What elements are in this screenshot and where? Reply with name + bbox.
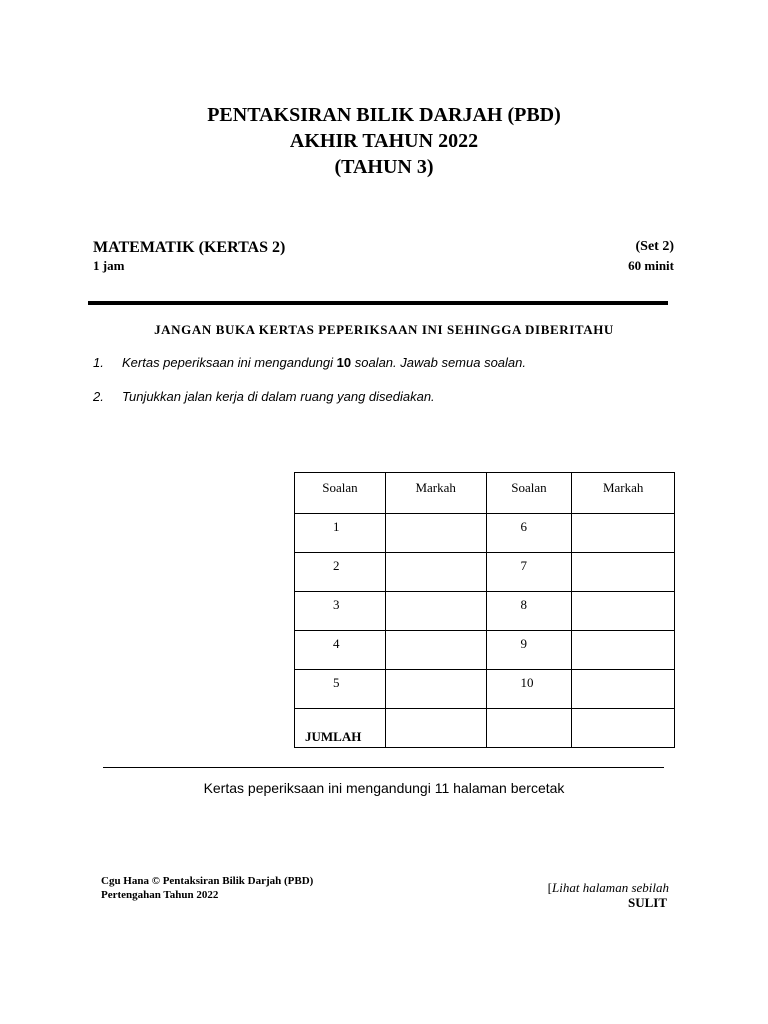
table-row [295, 631, 675, 670]
table-row [295, 514, 675, 553]
instruction-text: soalan. Jawab semua soalan. [351, 355, 526, 370]
mark-cell [385, 592, 486, 631]
mark-cell [572, 514, 675, 553]
exam-warning: JANGAN BUKA KERTAS PEPERIKSAAN INI SEHINGGA DIBERITAHU [154, 322, 614, 337]
next-page-text: Lihat halaman sebilah [551, 880, 669, 895]
subject-title: MATEMATIK (KERTAS 2) [93, 239, 286, 256]
mark-cell [572, 553, 675, 592]
bracket: [ [547, 880, 552, 895]
question-number: 4 [295, 631, 386, 670]
footer-credit-line-1: Cgu Hana © Pentaksiran Bilik Darjah (PBD) [101, 875, 314, 887]
question-number: 10 [486, 670, 572, 709]
mark-cell [385, 553, 486, 592]
question-number: 3 [295, 592, 386, 631]
marks-table [294, 472, 675, 748]
instruction-1 [93, 355, 526, 370]
title-line-1: PENTAKSIRAN BILIK DARJAH (PBD) [207, 104, 561, 126]
set-number: (Set 2) [635, 239, 674, 254]
header-markah: Markah [385, 473, 486, 514]
mark-cell [385, 631, 486, 670]
duration-minutes: 60 minit [628, 258, 674, 273]
classification-label: SULIT [627, 895, 667, 910]
thick-divider [88, 301, 668, 305]
question-number: 7 [486, 553, 572, 592]
footer-credit [101, 874, 313, 902]
mark-cell [572, 670, 675, 709]
total-label: JUMLAH [295, 709, 386, 748]
question-number: 2 [295, 553, 386, 592]
table-row [295, 553, 675, 592]
title-line-2: AKHIR TAHUN 2022 [289, 130, 479, 152]
instruction-number: 2. [93, 389, 104, 404]
question-number: 5 [295, 670, 386, 709]
question-number: 8 [486, 592, 572, 631]
total-row [295, 709, 675, 748]
duration-hours: 1 jam [93, 258, 125, 273]
question-number: 6 [486, 514, 572, 553]
question-count: 10 [336, 355, 352, 370]
instruction-text: Tunjukkan jalan kerja di dalam ruang yang disediakan. [122, 389, 435, 404]
question-number: 1 [295, 514, 386, 553]
instruction-number: 1. [93, 355, 104, 370]
instruction-2 [93, 389, 435, 404]
thin-divider [103, 767, 664, 768]
table-row [295, 592, 675, 631]
footer-credit-line-2: Pertengahan Tahun 2022 [101, 889, 219, 901]
blank-cell [486, 709, 572, 748]
header-soalan: Soalan [295, 473, 386, 514]
title-line-3: (TAHUN 3) [334, 156, 434, 178]
total-mark-cell [385, 709, 486, 748]
table-row [295, 670, 675, 709]
mark-cell [385, 670, 486, 709]
next-page-note [548, 880, 669, 896]
question-number: 9 [486, 631, 572, 670]
table-header-row [295, 473, 675, 514]
header-markah: Markah [572, 473, 675, 514]
mark-cell [385, 514, 486, 553]
mark-cell [572, 631, 675, 670]
header-soalan: Soalan [486, 473, 572, 514]
instruction-text: Kertas peperiksaan ini mengandungi [122, 355, 337, 370]
mark-cell [572, 592, 675, 631]
page-count-note: Kertas peperiksaan ini mengandungi 11 halaman bercetak [203, 780, 565, 796]
blank-cell [572, 709, 675, 748]
